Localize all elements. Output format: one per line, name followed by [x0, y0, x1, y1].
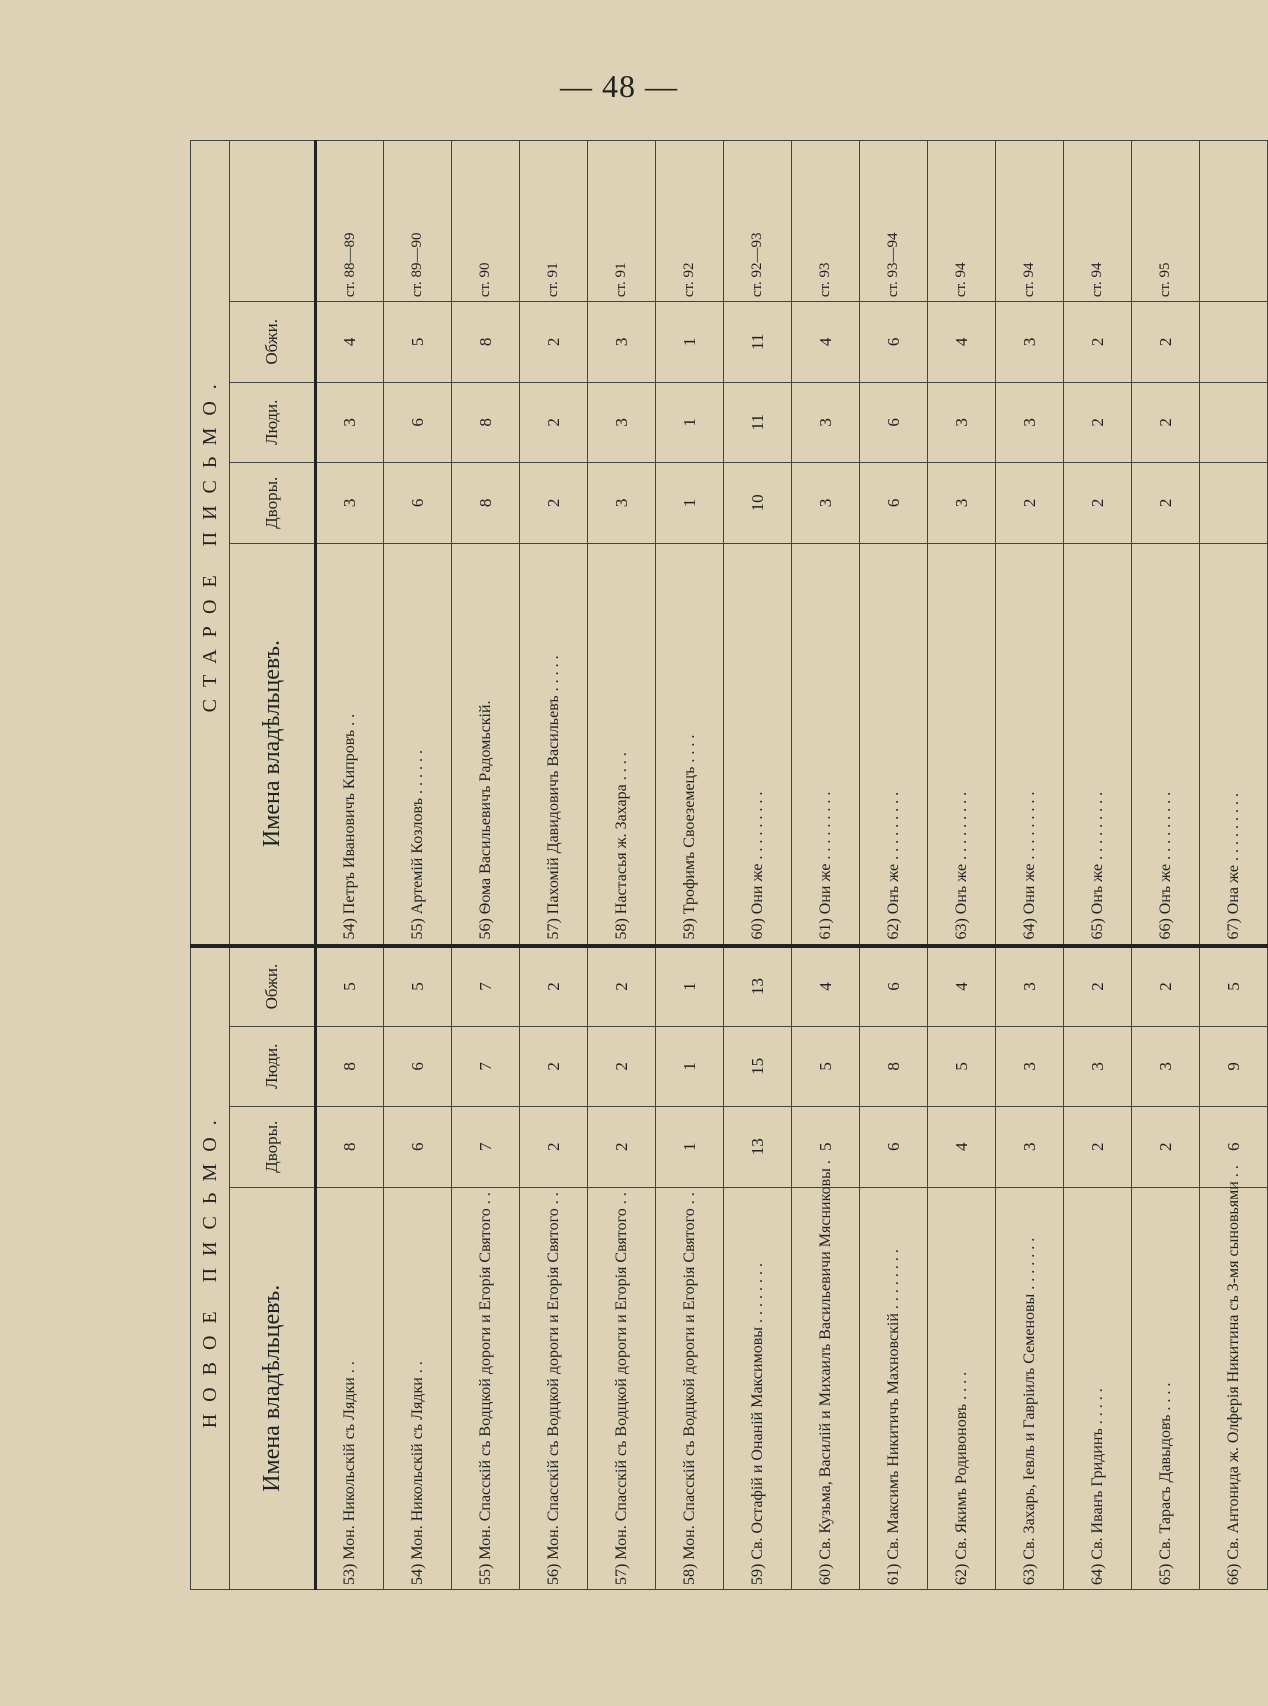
- table-row: [928, 141, 996, 1590]
- old-obzhi: 6: [860, 302, 928, 382]
- new-lyudi: 8: [860, 1026, 928, 1106]
- old-obzhi: 1: [656, 302, 724, 382]
- old-reference: ст. 94: [928, 141, 996, 302]
- new-owner-name: 55) Мон. Спасскій съ Водцкой дороги и Егорія Святого . .: [452, 1187, 520, 1589]
- new-owner-name: 65) Св. Тарасъ Давыдовъ . . . .: [1132, 1187, 1200, 1589]
- old-lyudi: 3: [316, 382, 384, 462]
- old-ref-header: [230, 141, 316, 302]
- rotated-table-container: [190, 140, 1243, 1590]
- new-obzhi: 2: [588, 946, 656, 1027]
- old-dvory: [1200, 463, 1268, 543]
- old-obzhi: 5: [384, 302, 452, 382]
- old-dvory: 2: [1132, 463, 1200, 543]
- new-lyudi: 15: [724, 1026, 792, 1106]
- old-reference: ст. 89—90: [384, 141, 452, 302]
- new-obzhi: 6: [860, 946, 928, 1027]
- new-dvory: 6: [384, 1107, 452, 1187]
- new-lyudi: 7: [452, 1026, 520, 1106]
- new-obzhi: 5: [384, 946, 452, 1027]
- old-dvory: 3: [792, 463, 860, 543]
- new-obzhi: 13: [724, 946, 792, 1027]
- new-lyudi: 5: [792, 1026, 860, 1106]
- old-owner-name: 59) Трофимъ Своеземецъ . . . .: [656, 543, 724, 945]
- old-reference: ст. 95: [1132, 141, 1200, 302]
- old-dvory: 6: [860, 463, 928, 543]
- table-row: [588, 141, 656, 1590]
- new-obzhi-header: Обжи.: [230, 946, 316, 1027]
- new-obzhi: 5: [1200, 946, 1268, 1027]
- new-lyudi: 2: [588, 1026, 656, 1106]
- new-obzhi: 1: [656, 946, 724, 1027]
- old-dvory: 3: [588, 463, 656, 543]
- new-lyudi: 9: [1200, 1026, 1268, 1106]
- old-lyudi-header: Люди.: [230, 382, 316, 462]
- new-lyudi: 3: [1064, 1026, 1132, 1106]
- table-row: [1200, 141, 1268, 1590]
- old-lyudi: 2: [1064, 382, 1132, 462]
- new-owner-name: 57) Мон. Спасскій съ Водцкой дороги и Егорія Святого . .: [588, 1187, 656, 1589]
- new-lyudi-header: Люди.: [230, 1026, 316, 1106]
- table-row: [384, 141, 452, 1590]
- old-obzhi: 11: [724, 302, 792, 382]
- old-dvory: 2: [520, 463, 588, 543]
- old-reference: ст. 91: [588, 141, 656, 302]
- new-owner-name: 61) Св. Максимъ Никитичъ Махновскій . . . . . . . .: [860, 1187, 928, 1589]
- new-dvory: 1: [656, 1107, 724, 1187]
- new-lyudi: 1: [656, 1026, 724, 1106]
- old-obzhi: 4: [316, 302, 384, 382]
- old-owner-name: 65) Онъ же . . . . . . . . .: [1064, 543, 1132, 945]
- new-owner-name: 64) Св. Иванъ Гридинъ . . . . .: [1064, 1187, 1132, 1589]
- new-dvory-header: Дворы.: [230, 1107, 316, 1187]
- old-dvory: 8: [452, 463, 520, 543]
- old-owner-name: 55) Артемій Козловъ . . . . . .: [384, 543, 452, 945]
- new-dvory: 2: [588, 1107, 656, 1187]
- old-lyudi: 3: [792, 382, 860, 462]
- new-obzhi: 3: [996, 946, 1064, 1027]
- old-dvory: 2: [996, 463, 1064, 543]
- new-dvory: 8: [316, 1107, 384, 1187]
- old-lyudi: 6: [384, 382, 452, 462]
- old-lyudi: 1: [656, 382, 724, 462]
- old-dvory: 3: [316, 463, 384, 543]
- old-lyudi: 8: [452, 382, 520, 462]
- new-lyudi: 6: [384, 1026, 452, 1106]
- old-reference: [1200, 141, 1268, 302]
- table-row: [792, 141, 860, 1590]
- new-obzhi: 4: [792, 946, 860, 1027]
- new-owner-name: 62) Св. Якимъ Родивоновъ . . . .: [928, 1187, 996, 1589]
- new-owner-name: 66) Св. Антонида ж. Олферія Никитина съ 3-мя сыновьями . .: [1200, 1187, 1268, 1589]
- new-dvory: 5: [792, 1107, 860, 1187]
- old-owner-name: 60) Они же . . . . . . . . .: [724, 543, 792, 945]
- old-owner-name: 64) Они же . . . . . . . . .: [996, 543, 1064, 945]
- new-dvory: 4: [928, 1107, 996, 1187]
- new-dvory: 2: [1064, 1107, 1132, 1187]
- new-section-title: НОВОЕ ПИСЬМО.: [191, 946, 230, 1590]
- table-row: [1132, 141, 1200, 1590]
- old-obzhi: 2: [520, 302, 588, 382]
- new-dvory: 7: [452, 1107, 520, 1187]
- old-owner-name: 62) Онъ же . . . . . . . . .: [860, 543, 928, 945]
- census-table: [190, 140, 1268, 1590]
- old-lyudi: 3: [996, 382, 1064, 462]
- new-owner-name: 58) Мон. Спасскій съ Водцкой дороги и Егорія Святого . .: [656, 1187, 724, 1589]
- old-lyudi: 6: [860, 382, 928, 462]
- old-obzhi: 3: [588, 302, 656, 382]
- table-row: [656, 141, 724, 1590]
- old-dvory: 6: [384, 463, 452, 543]
- old-owner-name: 63) Онъ же . . . . . . . . .: [928, 543, 996, 945]
- old-obzhi: 8: [452, 302, 520, 382]
- old-owner-name: 56) Ѳома Васильевичъ Радомьскій.: [452, 543, 520, 945]
- old-owners-header: Имена владѣльцевъ.: [230, 543, 316, 945]
- old-dvory: 2: [1064, 463, 1132, 543]
- old-reference: ст. 88—89: [316, 141, 384, 302]
- old-dvory: 1: [656, 463, 724, 543]
- new-lyudi: 3: [1132, 1026, 1200, 1106]
- old-obzhi: 3: [996, 302, 1064, 382]
- new-obzhi: 4: [928, 946, 996, 1027]
- old-reference: ст. 90: [452, 141, 520, 302]
- new-owners-header: Имена владѣльцевъ.: [230, 1187, 316, 1589]
- new-owner-name: 63) Св. Захарь, Іевль и Гавріилъ Семеновы . . . . . . .: [996, 1187, 1064, 1589]
- old-lyudi: [1200, 382, 1268, 462]
- old-dvory-header: Дворы.: [230, 463, 316, 543]
- new-lyudi: 3: [996, 1026, 1064, 1106]
- new-owner-name: 60) Св. Кузьма, Василій и Михаилъ Васильевичи Мясниковы .: [792, 1187, 860, 1589]
- old-obzhi: [1200, 302, 1268, 382]
- old-obzhi: 4: [792, 302, 860, 382]
- new-dvory: 2: [1132, 1107, 1200, 1187]
- new-owner-name: 59) Св. Остафій и Онаній Максимовы . . . . . . . .: [724, 1187, 792, 1589]
- old-lyudi: 11: [724, 382, 792, 462]
- old-lyudi: 2: [520, 382, 588, 462]
- old-obzhi: 4: [928, 302, 996, 382]
- old-owner-name: 67) Она же . . . . . . . . .: [1200, 543, 1268, 945]
- new-lyudi: 5: [928, 1026, 996, 1106]
- new-lyudi: 8: [316, 1026, 384, 1106]
- new-dvory: 6: [1200, 1107, 1268, 1187]
- old-section-title: СТАРОЕ ПИСЬМО.: [191, 141, 230, 946]
- old-owner-name: 54) Петръ Ивановичъ Кипровъ . .: [316, 543, 384, 945]
- old-lyudi: 3: [588, 382, 656, 462]
- new-dvory: 6: [860, 1107, 928, 1187]
- table-row: [520, 141, 588, 1590]
- new-lyudi: 2: [520, 1026, 588, 1106]
- new-obzhi: 2: [1132, 946, 1200, 1027]
- new-dvory: 3: [996, 1107, 1064, 1187]
- old-reference: ст. 94: [1064, 141, 1132, 302]
- table-row: [996, 141, 1064, 1590]
- new-owner-name: 54) Мон. Никольскій съ Лядки . .: [384, 1187, 452, 1589]
- old-owner-name: 58) Настасья ж. Захара . . . .: [588, 543, 656, 945]
- new-obzhi: 7: [452, 946, 520, 1027]
- table-row: [452, 141, 520, 1590]
- old-obzhi-header: Обжи.: [230, 302, 316, 382]
- new-obzhi: 2: [1064, 946, 1132, 1027]
- new-obzhi: 2: [520, 946, 588, 1027]
- old-reference: ст. 94: [996, 141, 1064, 302]
- new-owner-name: 56) Мон. Спасскій съ Водцкой дороги и Егорія Святого . .: [520, 1187, 588, 1589]
- old-lyudi: 2: [1132, 382, 1200, 462]
- old-dvory: 3: [928, 463, 996, 543]
- old-owner-name: 61) Они же . . . . . . . . .: [792, 543, 860, 945]
- old-reference: ст. 92: [656, 141, 724, 302]
- old-dvory: 10: [724, 463, 792, 543]
- old-reference: ст. 91: [520, 141, 588, 302]
- new-dvory: 13: [724, 1107, 792, 1187]
- old-lyudi: 3: [928, 382, 996, 462]
- table-row: [1064, 141, 1132, 1590]
- table-row: [860, 141, 928, 1590]
- old-reference: ст. 93: [792, 141, 860, 302]
- old-owner-name: 66) Онъ же . . . . . . . . .: [1132, 543, 1200, 945]
- old-obzhi: 2: [1064, 302, 1132, 382]
- old-owner-name: 57) Пахомій Давидовичъ Васильевъ . . . . .: [520, 543, 588, 945]
- old-obzhi: 2: [1132, 302, 1200, 382]
- old-reference: ст. 93—94: [860, 141, 928, 302]
- page-number: — 48 —: [560, 68, 678, 104]
- table-row: [316, 141, 384, 1590]
- table-row: [724, 141, 792, 1590]
- new-obzhi: 5: [316, 946, 384, 1027]
- old-reference: ст. 92—93: [724, 141, 792, 302]
- new-dvory: 2: [520, 1107, 588, 1187]
- new-owner-name: 53) Мон. Никольскій съ Лядки . .: [316, 1187, 384, 1589]
